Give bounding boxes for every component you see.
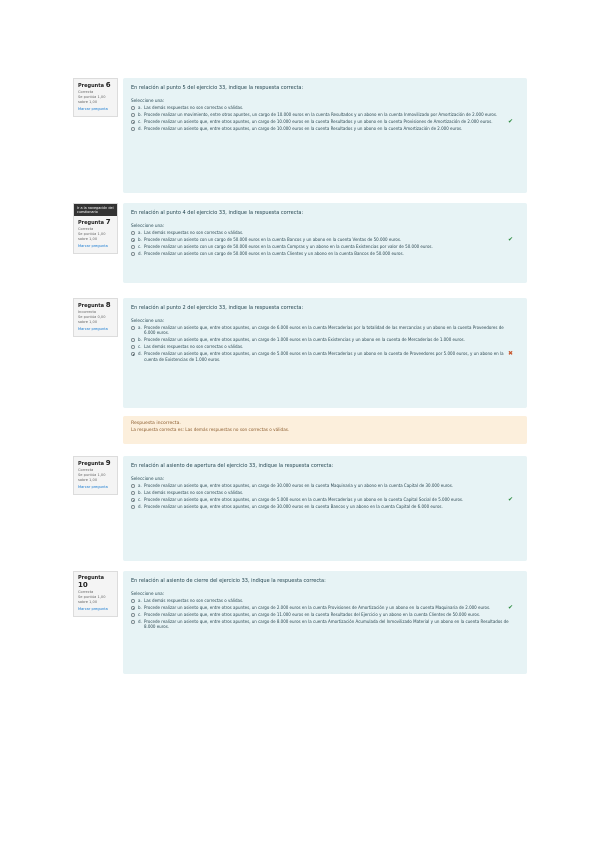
question-mark: Se puntúa 1,00 sobre 1,00 [78, 473, 106, 482]
radio-button[interactable] [131, 491, 135, 495]
answer-option[interactable]: a. Las demás respuestas no son correctas o válidas. [131, 598, 519, 603]
radio-button[interactable] [131, 484, 135, 488]
question-mark: Se puntúa 1,00 sobre 1,00 [78, 595, 106, 604]
question-text: En relación al punto 4 del ejercicio 33, indique la respuesta correcta: [131, 210, 304, 216]
question-state: Correcta [78, 227, 94, 231]
answer-option[interactable]: c. Procede realizar un asiento que, entre otros apuntes, un cargo de 5.000 euros en la cuenta Mercaderías y un abono en la cuenta Capital Social de 5.000 euros. ✔ [131, 497, 519, 502]
feedback-box [123, 416, 527, 444]
radio-button[interactable] [131, 231, 135, 235]
question-label: Pregunta [78, 575, 104, 581]
radio-button[interactable] [131, 127, 135, 131]
question-content [123, 571, 527, 674]
question-info [73, 203, 118, 254]
question-state: Correcta [78, 590, 94, 594]
cross-icon: ✖ [507, 350, 513, 358]
question-content [123, 78, 527, 193]
question-info [73, 78, 118, 117]
answer-option[interactable]: c. Procede realizar un asiento con un cargo de 50.000 euros en la cuenta Compras y un abono en la cuenta Existencias por valor de 50.000 euros. [131, 244, 519, 249]
question-state: Incorrecta [78, 310, 97, 314]
flag-question-link[interactable]: Marcar pregunta [78, 485, 108, 489]
answer-option[interactable]: a. Las demás respuestas no son correctas o válidas. [131, 105, 519, 110]
flag-question-link[interactable]: Marcar pregunta [78, 327, 108, 331]
radio-button[interactable] [131, 113, 135, 117]
question-label: Pregunta [78, 303, 104, 309]
radio-button-selected[interactable] [131, 498, 135, 502]
radio-button[interactable] [131, 106, 135, 110]
question-number: 9 [105, 459, 111, 467]
answer-option[interactable]: d. Procede realizar un asiento con un cargo de 50.000 euros en la cuenta Clientes y un abono en la cuenta Bancos de 50.000 euros. [131, 251, 519, 256]
quiz-navigation-link[interactable]: Ir a la navegación del cuestionario [74, 204, 117, 216]
question-text: En relación al punto 5 del ejercicio 33, indique la respuesta correcta: [131, 85, 304, 91]
answer-option[interactable]: d. Procede realizar un asiento que, entre otros apuntes, un cargo de 8.000 euros en la cuenta Amortización Acumulada del Inmovilizado Material y un abono en la cuenta Resultados de 8.000 euros. [131, 619, 519, 630]
answer-option[interactable]: c. Las demás respuestas no son correctas o válidas. [131, 344, 519, 349]
question-number: 7 [105, 218, 111, 226]
select-one-label: Seleccione una: [131, 591, 165, 596]
question-state: Correcta [78, 468, 94, 472]
check-icon: ✔ [507, 604, 513, 611]
answer-option[interactable]: a. Procede realizar un asiento que, entre otros apuntes, un cargo de 30.000 euros en la cuenta Maquinaria y un abono en la cuenta Capital de 30.000 euros. [131, 483, 519, 488]
question-number: 6 [105, 81, 111, 89]
question-content [123, 456, 527, 561]
radio-button-selected[interactable] [131, 606, 135, 610]
question-info [73, 298, 118, 337]
flag-question-link[interactable]: Marcar pregunta [78, 607, 108, 611]
flag-question-link[interactable]: Marcar pregunta [78, 244, 108, 248]
check-icon: ✔ [507, 496, 513, 503]
flag-question-link[interactable]: Marcar pregunta [78, 107, 108, 111]
radio-button[interactable] [131, 599, 135, 603]
answer-option[interactable]: d. Procede realizar un asiento que, entre otros apuntes, un cargo de 10.000 euros en la cuenta Resultados y un abono en la cuenta Amortización de 2.000 euros. [131, 126, 519, 131]
check-icon: ✔ [507, 118, 513, 125]
select-one-label: Seleccione una: [131, 318, 165, 323]
question-content [123, 203, 527, 283]
question-label: Pregunta [78, 461, 104, 467]
answer-option[interactable]: b. Procede realizar un movimiento, entre otros apuntes, un cargo de 10.000 euros en la cuenta Resultados y un abono en la cuenta Inmovilizado por Amortización de 2.000 euros. [131, 112, 519, 117]
question-info [73, 571, 118, 617]
answer-option[interactable]: b. Procede realizar un asiento que, entre otros apuntes, un cargo de 1.000 euros en la cuenta Existencias y un abono en la cuenta de Mercaderías de 1.000 euros. [131, 337, 519, 342]
question-mark: Se puntúa 0,00 sobre 1,00 [78, 315, 106, 324]
question-mark: Se puntúa 1,00 sobre 1,00 [78, 232, 106, 241]
question-state: Correcta [78, 90, 94, 94]
radio-button-selected[interactable] [131, 352, 135, 356]
question-mark: Se puntúa 1,00 sobre 1,00 [78, 95, 106, 104]
select-one-label: Seleccione una: [131, 223, 165, 228]
select-one-label: Seleccione una: [131, 98, 165, 103]
answer-option[interactable]: b. Procede realizar un asiento con un cargo de 50.000 euros en la cuenta Bancos y un abono en la cuenta Ventas de 50.000 euros. ✔ [131, 237, 519, 242]
feedback-title: Respuesta incorrecta. [131, 421, 181, 426]
select-one-label: Seleccione una: [131, 476, 165, 481]
radio-button[interactable] [131, 505, 135, 509]
answer-option[interactable]: a. Procede realizar un asiento que, entre otros apuntes, un cargo de 6.000 euros en la cuenta Mercaderías por la totalidad de las mercancías y un abono en la cuenta Proveedores de 6.000 euros. [131, 325, 519, 336]
question-info [73, 456, 118, 495]
answer-option[interactable]: b. Procede realizar un asiento que, entre otros apuntes, un cargo de 2.000 euros en la cuenta Provisiones de Amortización y un abono en la cuenta Maquinaria de 2.000 euros. ✔ [131, 605, 519, 610]
answer-option[interactable]: d. Procede realizar un asiento que, entre otros apuntes, un cargo de 5.000 euros en la cuenta Mercaderías y un abono en la cuenta de Proveedores por 5.000 euros, y un abono en la cuenta de Existencias de 1.000 euros. ✖ [131, 351, 519, 362]
question-number: 10 [78, 581, 88, 589]
radio-button-selected[interactable] [131, 120, 135, 124]
answer-option[interactable]: d. Procede realizar un asiento que, entre otros apuntes, un cargo de 30.000 euros en la cuenta Bancos y un abono en la cuenta Capital de 6.000 euros. [131, 504, 519, 509]
radio-button[interactable] [131, 613, 135, 617]
question-text: En relación al punto 2 del ejercicio 33, indique la respuesta correcta: [131, 305, 304, 311]
radio-button-selected[interactable] [131, 238, 135, 242]
check-icon: ✔ [507, 236, 513, 243]
question-number: 8 [105, 301, 111, 309]
radio-button[interactable] [131, 338, 135, 342]
answer-option[interactable]: a. Las demás respuestas no son correctas o válidas. [131, 230, 519, 235]
answer-option[interactable]: b. Las demás respuestas no son correctas o válidas. [131, 490, 519, 495]
feedback-text: La respuesta correcta es: Las demás respuestas no son correctas o válidas. [131, 427, 290, 432]
question-label: Pregunta [78, 83, 104, 89]
radio-button[interactable] [131, 345, 135, 349]
radio-button[interactable] [131, 620, 135, 624]
question-text: En relación al asiento de apertura del ejercicio 33, indique la respuesta correcta: [131, 463, 334, 469]
question-text: En relación al asiento de cierre del ejercicio 33, indique la respuesta correcta: [131, 578, 326, 584]
answer-option[interactable]: c. Procede realizar un asiento que, entre otros apuntes, un cargo de 11.000 euros en la cuenta Resultados del Ejercicio y un abono en la cuenta Clientes de 50.000 euros. [131, 612, 519, 617]
answer-option[interactable]: c. Procede realizar un asiento que, entre otros apuntes, un cargo de 10.000 euros en la cuenta Resultados y un abono en la cuenta Provisiones de Amortización de 2.000 euros. ✔ [131, 119, 519, 124]
question-label: Pregunta [78, 220, 104, 226]
question-content [123, 298, 527, 408]
radio-button[interactable] [131, 245, 135, 249]
radio-button[interactable] [131, 326, 135, 330]
radio-button[interactable] [131, 252, 135, 256]
